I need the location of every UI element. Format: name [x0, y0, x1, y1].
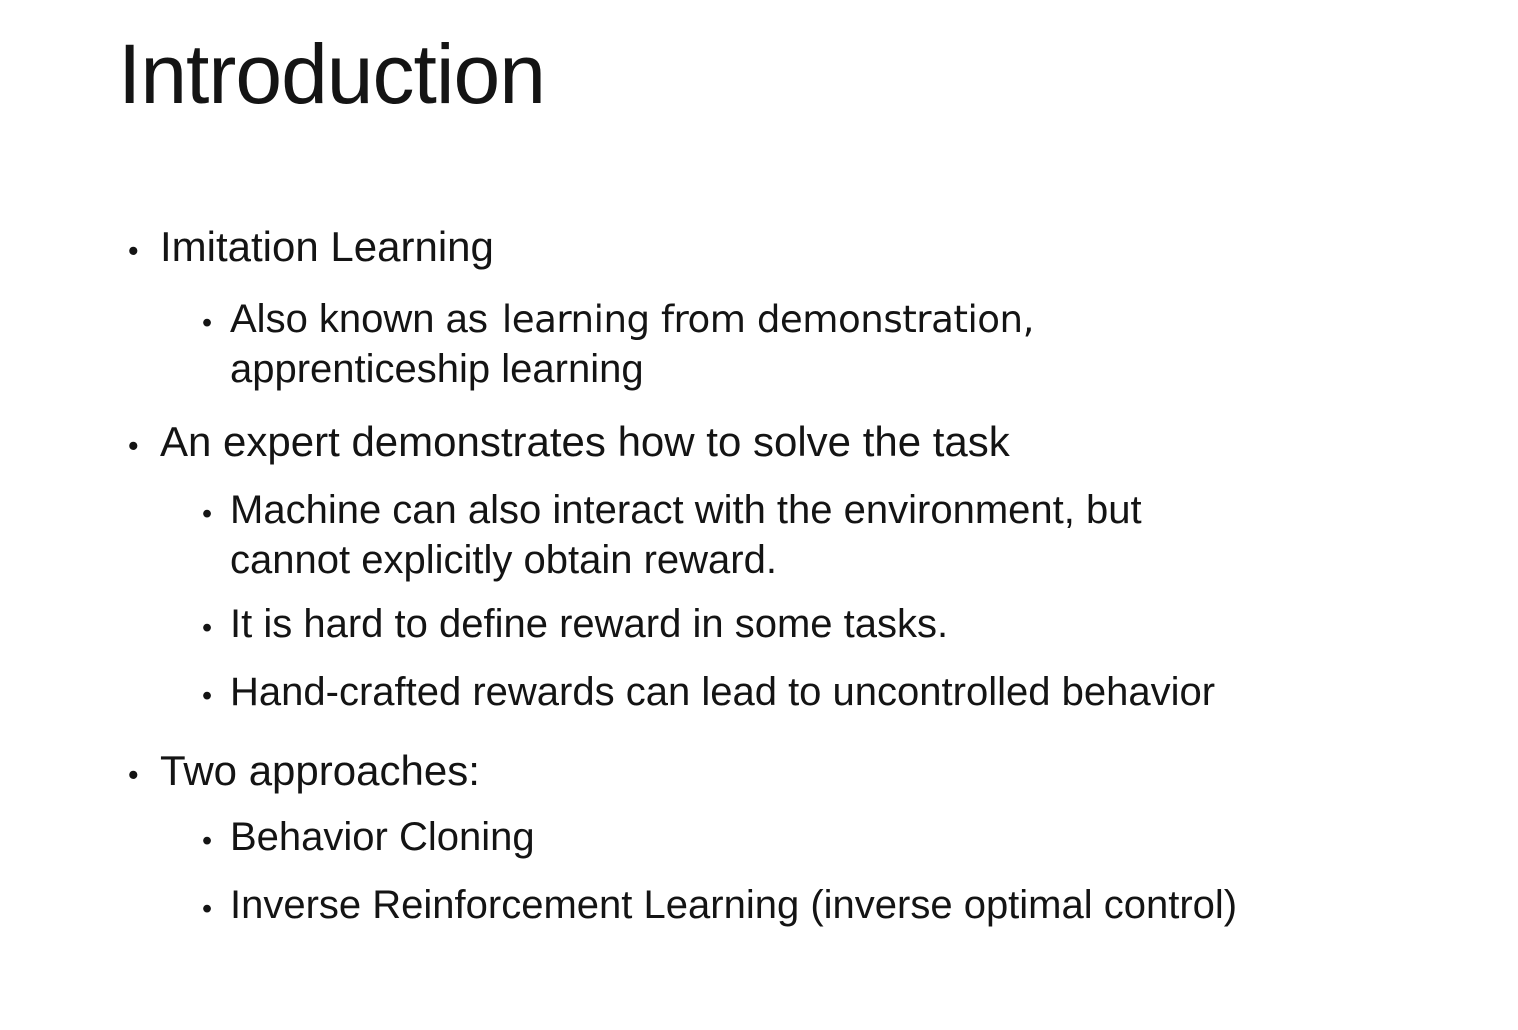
bullet-line-2: cannot explicitly obtain reward. — [230, 538, 777, 582]
bullet-text-regular: Also known as — [230, 297, 488, 341]
bullet-line-1 — [230, 294, 1034, 344]
bullet-icon — [202, 599, 230, 653]
bullet-icon — [202, 485, 230, 539]
bullet-text: Imitation Learning — [160, 223, 494, 270]
bullet-item-behavior-cloning — [120, 812, 1480, 866]
bullet-text — [230, 294, 1034, 394]
bullet-item-expert-demonstrates — [120, 416, 1480, 473]
bullet-icon — [128, 221, 160, 278]
bullet-item-hard-to-define-reward — [120, 599, 1480, 653]
bullet-line-1: Machine can also interact with the environment, but — [230, 488, 1142, 532]
bullet-icon — [202, 667, 230, 721]
bullet-text-alt-font: learning from demonstration, — [501, 297, 1034, 341]
bullet-item-inverse-rl — [120, 880, 1480, 934]
bullet-icon — [202, 812, 230, 866]
bullet-icon — [128, 745, 160, 802]
bullet-text: Inverse Reinforcement Learning (inverse optimal control) — [230, 883, 1238, 927]
slide-title: Introduction — [118, 27, 545, 121]
bullet-text: Two approaches: — [160, 747, 480, 794]
bullet-item-hand-crafted-rewards — [120, 667, 1480, 721]
bullet-icon — [202, 880, 230, 934]
bullet-icon — [202, 294, 230, 348]
bullet-text: It is hard to define reward in some tasks. — [230, 602, 949, 646]
bullet-text: Hand-crafted rewards can lead to uncontrolled behavior — [230, 670, 1216, 714]
bullet-item-imitation-learning — [120, 221, 1480, 278]
slide-body — [120, 221, 1480, 934]
bullet-icon — [128, 416, 160, 473]
bullet-item-two-approaches — [120, 745, 1480, 802]
bullet-item-machine-interact — [120, 485, 1480, 585]
bullet-item-also-known-as — [120, 294, 1480, 394]
bullet-text: An expert demonstrates how to solve the task — [160, 418, 1010, 465]
bullet-line-2: apprenticeship learning — [230, 347, 644, 391]
bullet-text: Behavior Cloning — [230, 815, 535, 859]
bullet-text — [230, 485, 1142, 585]
